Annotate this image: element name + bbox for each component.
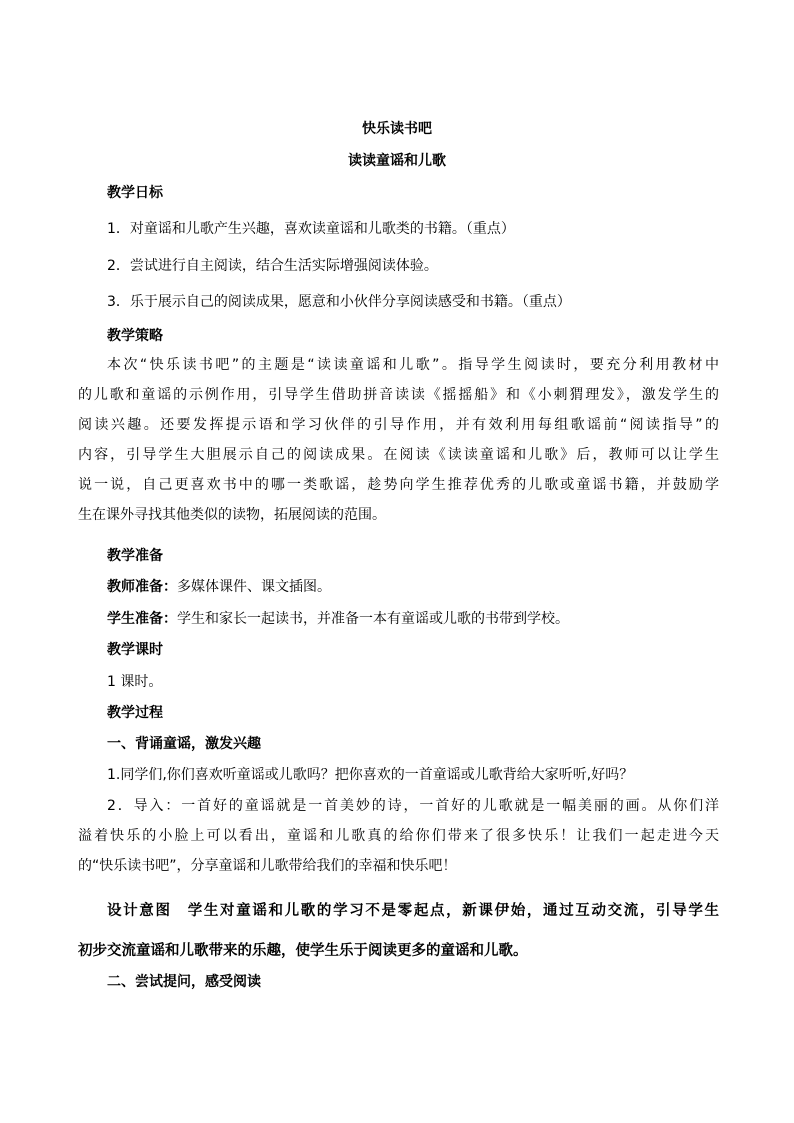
paragraph-line: 设计意图 学生对童谣和儿歌的学习不是零起点，新课伊始，通过互动交流，引导学生 <box>107 903 719 919</box>
paragraph-line: 的儿歌和童谣的示例作用，引导学生借助拼音读读《摇摇船》和《小刺猬理发》，激发学生的 <box>78 387 719 403</box>
paragraph-line: 本次“快乐读书吧”的主题是“读读童谣和儿歌”。指导学生阅读时，要充分利用教材中 <box>107 357 719 373</box>
step1-intro-paragraph <box>78 791 719 881</box>
paragraph-line: 初步交流童谣和儿歌带来的乐趣，使学生乐于阅读更多的童谣和儿歌。 <box>78 943 528 959</box>
student-prep <box>107 609 717 629</box>
paragraph-line: 生在课外寻找其他类似的读物，拓展阅读的范围。 <box>78 507 386 523</box>
period-heading: 教学课时 <box>107 642 163 658</box>
step2-heading: 二、尝试提问，感受阅读 <box>107 974 261 990</box>
paragraph-line: 内容，引导学生大胆展示自己的阅读成果。在阅读《读读童谣和儿歌》后，教师可以让学生 <box>78 447 719 463</box>
goals-heading: 教学日标 <box>107 185 163 201</box>
document-title: 快乐读书吧 <box>362 121 432 137</box>
paragraph-line: 溢着快乐的小脸上可以看出，童谣和儿歌真的给你们带来了很多快乐！让我们一起走进今天 <box>78 828 719 844</box>
student-prep-label: 学生准备： <box>107 611 177 627</box>
paragraph-line: 阅读兴趣。还要发挥提示语和学习伙伴的引导作用，并有效利用每组歌谣前“阅读指导”的 <box>78 417 719 433</box>
teacher-prep <box>107 577 717 597</box>
paragraph-line: 说一说，自己更喜欢书中的哪一类歌谣，趁势向学生推荐优秀的儿歌或童谣书籍，并鼓励学 <box>78 477 719 493</box>
strategy-paragraph <box>78 350 719 530</box>
design-intent-note <box>78 891 719 971</box>
process-heading: 教学过程 <box>107 705 163 721</box>
prep-heading: 教学准备 <box>107 548 163 564</box>
period-text: 1 课时。 <box>107 674 163 690</box>
student-prep-text: 学生和家长一起读书，并准备一本有童谣或儿歌的书带到学校。 <box>177 611 569 627</box>
paragraph-line: 2．导入：一首好的童谣就是一首美妙的诗，一首好的儿歌就是一幅美丽的画。从你们洋 <box>107 798 719 814</box>
goal-item: 2．尝试进行自主阅读，结合生活实际增强阅读体验。 <box>107 258 438 274</box>
step1-heading: 一、背诵童谣，激发兴趣 <box>107 736 261 752</box>
document-subtitle: 读读童谣和儿歌 <box>348 153 446 169</box>
step1-question: 1.同学们,你们喜欢听童谣或儿歌吗？把你喜欢的一首童谣或儿歌背给大家听听,好吗？ <box>107 767 634 783</box>
goal-item: 3．乐于展示自己的阅读成果，愿意和小伙伴分享阅读感受和书籍。（重点） <box>107 294 571 310</box>
goal-item: 1．对童谣和儿歌产生兴趣，喜欢读童谣和儿歌类的书籍。（重点） <box>107 221 515 237</box>
teacher-prep-label: 教师准备： <box>107 579 177 595</box>
paragraph-line: 的“快乐读书吧”，分享童谣和儿歌带给我们的幸福和快乐吧！ <box>78 858 457 874</box>
teacher-prep-text: 多媒体课件、课文插图。 <box>177 579 331 595</box>
strategy-heading: 教学策略 <box>107 328 163 344</box>
